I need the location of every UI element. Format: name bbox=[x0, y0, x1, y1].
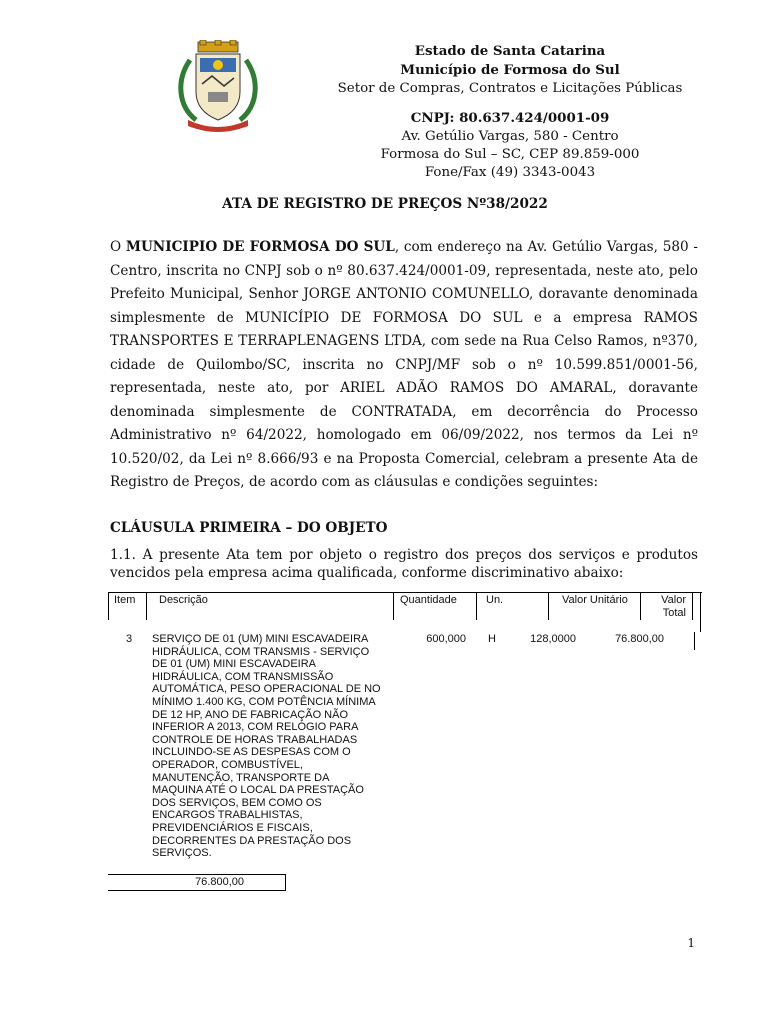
intro-prefix: O bbox=[110, 239, 126, 255]
header-description: Descrição bbox=[159, 594, 208, 606]
row-unit-value: 128,0000 bbox=[530, 633, 576, 645]
header-total-line1: Valor bbox=[661, 594, 686, 606]
crest-ribbon bbox=[188, 120, 248, 132]
page-number: 1 bbox=[687, 936, 695, 950]
header-total-line2: Total bbox=[662, 606, 686, 619]
crest-left-branch bbox=[181, 60, 196, 120]
crest-right-branch bbox=[240, 60, 255, 120]
crest-crown bbox=[198, 40, 238, 52]
clause-1-title: CLÁUSULA PRIMEIRA – DO OBJETO bbox=[110, 520, 388, 536]
header-total bbox=[648, 594, 686, 619]
clause-1-text: 1.1. A presente Ata tem por objeto o registro dos preços dos serviços e produtos vencidos pela empresa acima qualificada, conforme discriminativo abaixo: bbox=[110, 547, 698, 581]
header-item: Item bbox=[114, 594, 136, 606]
intro-paragraph bbox=[110, 236, 698, 495]
grand-total: 76.800,00 bbox=[195, 876, 244, 888]
row-total: 76.800,00 bbox=[615, 633, 664, 645]
row-quantity: 600,000 bbox=[426, 633, 466, 645]
header-sector: Setor de Compras, Contratos e Licitações Públicas bbox=[337, 81, 683, 96]
header-municipality: Município de Formosa do Sul bbox=[400, 62, 620, 78]
header-state: Estado de Santa Catarina bbox=[414, 43, 606, 59]
row-unit: H bbox=[488, 633, 496, 645]
header-phone: Fone/Fax (49) 3343-0043 bbox=[424, 165, 596, 180]
row-item: 3 bbox=[126, 633, 133, 645]
document-title: ATA DE REGISTRO DE PREÇOS Nº38/2022 bbox=[222, 196, 548, 212]
header-unit-value: Valor Unitário bbox=[562, 594, 628, 606]
header-address-line1: Av. Getúlio Vargas, 580 - Centro bbox=[401, 129, 619, 144]
header-cnpj: CNPJ: 80.637.424/0001-09 bbox=[410, 110, 610, 126]
header-address-line2: Formosa do Sul – SC, CEP 89.859-000 bbox=[380, 147, 640, 162]
intro-text: , com endereço na Av. Getúlio Vargas, 580 - Centro, inscrita no CNPJ sob o nº 80.637.424/0001-09, representada, neste ato, pelo Prefeito Municipal, Senhor JORGE ANTONIO COMUNELLO, doravante denominada simplesmente de MUNICÍPIO DE FORMOSA DO SUL e a empresa RAMOS TRANSPORTES E TERRAPLENAGENS LTDA, com sede na Rua Celso Ramos, nº370, cidade de Quilombo/SC, inscrita no CNPJ/MF sob o nº 10.599.851/0001-56, representada, neste ato, por ARIEL ADÃO RAMOS DO AMARAL, doravante denominada simplesmente de CONTRATADA, em decorrência do Processo Administrativo nº 64/2022, homologado em 06/09/2022, nos termos da Lei nº 10.520/02, da Lei nº 8.666/93 e na Proposta Comercial, celebram a presente Ata de Registro de Preços, de acordo com as cláusulas e condições seguintes: bbox=[110, 239, 698, 490]
header-quantity: Quantidade bbox=[400, 594, 457, 606]
municipal-coat-of-arms bbox=[172, 40, 264, 132]
row-description: SERVIÇO DE 01 (UM) MINI ESCAVADEIRA HIDRÁULICA, COM TRANSMIS - SERVIÇO DE 01 (UM) MINI ESCAVADEIRA HIDRÁULICA, COM TRANSMISSÃO AUTOMÁTICA, PESO OPERACIONAL DE NO MÍNIMO 1.400 KG, COM POTÊNCIA MÍNIMA DE 12 HP, ANO DE FABRICAÇÃO NÃO INFERIOR A 2013, COM RELÓGIO PARA CONTROLE DE HORAS TRABALHADAS INCLUINDO-SE AS DESPESAS COM O OPERADOR, COMBUSTÍVEL, MANUTENÇÃO, TRANSPORTE DA MAQUINA ATÉ O LOCAL DA PRESTAÇÃO DOS SERVIÇOS, BEM COMO OS ENCARGOS TRABALHISTAS, PREVIDENCIÁRIOS E FISCAIS, DECORRENTES DA PRESTAÇÃO DOS SERVIÇOS. bbox=[152, 633, 381, 860]
intro-municipality-name: MUNICIPIO DE FORMOSA DO SUL bbox=[125, 239, 395, 255]
header-unit: Un. bbox=[486, 594, 504, 606]
